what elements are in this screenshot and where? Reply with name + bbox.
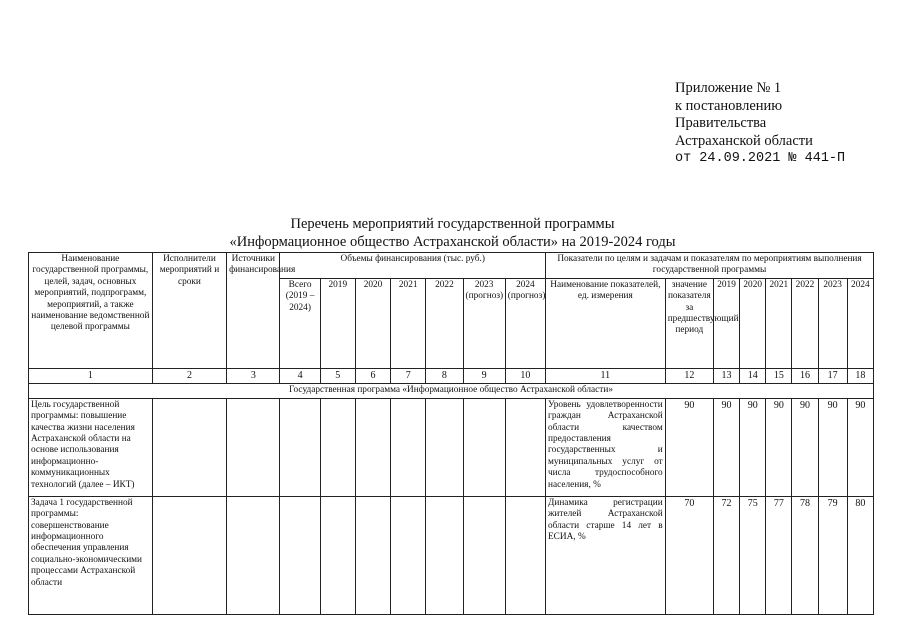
header-name: Наименование государственной программы, целей, задач, основных мероприятий, подпрограмм, мероприятий, а также наименование ведомственной целевой программы (29, 253, 153, 369)
column-number: 3 (227, 368, 280, 383)
header-ind-year: 2022 (792, 278, 818, 368)
header-funding-group: Объемы финансирования (тыс. руб.) (280, 253, 546, 279)
header-indicators-group: Показатели по целям и задачам и показателям по мероприятиям выполнения государственной программы (546, 253, 874, 279)
row-year-value: 90 (713, 398, 739, 496)
column-number: 10 (505, 368, 545, 383)
header-executors: Исполнители мероприятий и сроки (152, 253, 226, 369)
row-base-value: 90 (665, 398, 713, 496)
table-row (29, 496, 874, 614)
row-name: Цель государственной программы: повышение качества жизни населения Астраханской области на основе использования информационно-коммуникационных технологий (далее – ИКТ) (29, 398, 153, 496)
table-row (29, 398, 874, 496)
header-total: Всего (2019 – 2024) (280, 278, 320, 368)
column-number: 6 (355, 368, 390, 383)
header-ind-year: 2021 (766, 278, 792, 368)
row-year-value: 75 (740, 496, 766, 614)
column-number: 14 (740, 368, 766, 383)
header-ind-year: 2020 (740, 278, 766, 368)
annex-line-3: Правительства (675, 115, 767, 131)
row-year-value: 72 (713, 496, 739, 614)
annex-line-1: Приложение № 1 (675, 80, 782, 96)
header-2019: 2019 (320, 278, 355, 368)
row-year-value: 90 (740, 398, 766, 496)
column-number: 18 (847, 368, 873, 383)
column-number: 9 (463, 368, 505, 383)
column-number: 17 (818, 368, 847, 383)
column-number: 1 (29, 368, 153, 383)
row-year-value: 78 (792, 496, 818, 614)
row-base-value: 70 (665, 496, 713, 614)
header-2021: 2021 (391, 278, 426, 368)
row-year-value: 77 (766, 496, 792, 614)
measures-table (28, 252, 874, 615)
document-title-line-2: «Информационное общество Астраханской области» на 2019-2024 годы (229, 234, 676, 250)
annex-line-2: к постановлению (675, 97, 783, 114)
annex-line-4: Астраханской области (675, 132, 813, 149)
header-ind-year: 2024 (847, 278, 873, 368)
column-number: 7 (391, 368, 426, 383)
column-number: 16 (792, 368, 818, 383)
row-indicator: Уровень удовлетворенности граждан Астраханской области качеством предоставления государственных и муниципальных услуг от числа трудоспособного населения, % (546, 398, 666, 496)
header-base-value: значение показателя за предшествующий период (665, 278, 713, 368)
row-year-value: 90 (792, 398, 818, 496)
row-year-value: 79 (818, 496, 847, 614)
header-sources: Источники финансирования (227, 253, 280, 369)
header-2024: 2024 (прогноз) (505, 278, 545, 368)
section-title: Государственная программа «Информационное общество Астраханской области» (29, 383, 874, 398)
column-number: 13 (713, 368, 739, 383)
column-number: 8 (426, 368, 463, 383)
column-number: 12 (665, 368, 713, 383)
column-number: 15 (766, 368, 792, 383)
column-number: 11 (546, 368, 666, 383)
row-year-value: 80 (847, 496, 873, 614)
header-indicator-name: Наименование показателей, ед. измерения (546, 278, 666, 368)
annex-date-line: от 24.09.2021 № 441-П (675, 151, 846, 166)
header-2022: 2022 (426, 278, 463, 368)
column-numbers-row (29, 368, 874, 383)
header-2020: 2020 (355, 278, 390, 368)
row-indicator: Динамика регистрации жителей Астраханской области старше 14 лет в ЕСИА, % (546, 496, 666, 614)
annex-block (675, 80, 845, 168)
document-title-line-1: Перечень мероприятий государственной программы (290, 216, 615, 232)
header-2023: 2023 (прогноз) (463, 278, 505, 368)
header-ind-year: 2019 (713, 278, 739, 368)
header-ind-year: 2023 (818, 278, 847, 368)
column-number: 2 (152, 368, 226, 383)
column-number: 4 (280, 368, 320, 383)
column-number: 5 (320, 368, 355, 383)
row-year-value: 90 (766, 398, 792, 496)
row-name: Задача 1 государственной программы: совершенствование информационного обеспечения управления социально-экономическими процессами Астраханской области (29, 496, 153, 614)
row-year-value: 90 (847, 398, 873, 496)
row-year-value: 90 (818, 398, 847, 496)
